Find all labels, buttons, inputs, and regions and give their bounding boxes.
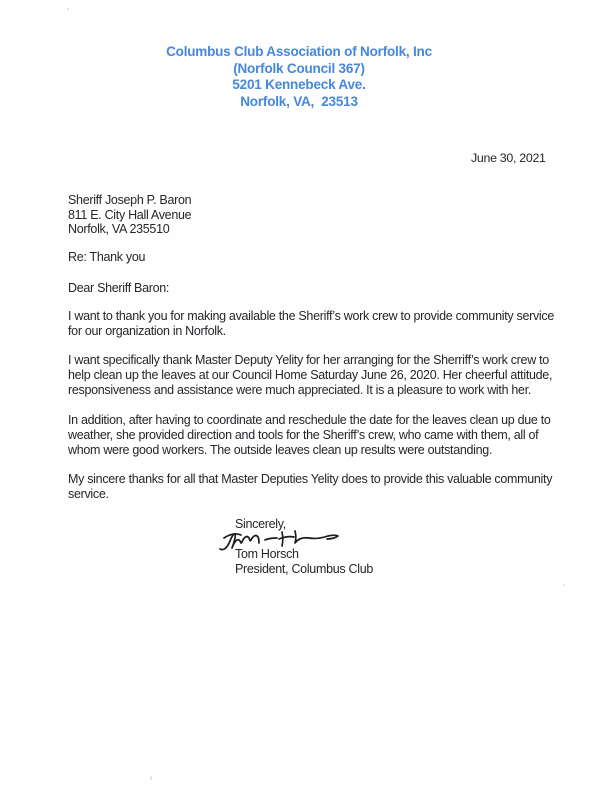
paragraph-line: In addition, after having to coordinate and reschedule the date for the leaves clean up due to xyxy=(68,413,551,427)
closing-block xyxy=(235,517,373,576)
paragraph-line: responsiveness and assistance were much appreciated. It is a pleasure to work with her. xyxy=(68,382,532,397)
paragraph-3 xyxy=(68,413,551,457)
signer-name: Tom Horsch xyxy=(235,547,299,562)
scan-speck xyxy=(67,8,69,10)
signer-title: President, Columbus Club xyxy=(235,561,374,576)
paragraph-line: My sincere thanks for all that Master Deputies Yelity does to provide this valuable community xyxy=(68,472,553,486)
letterhead-street: 5201 Kennebeck Ave. xyxy=(232,77,366,92)
recipient-address-block xyxy=(68,193,191,237)
letterhead xyxy=(0,44,598,110)
scan-speck xyxy=(150,776,152,780)
letterhead-org-name: Columbus Club Association of Norfolk, Inc xyxy=(166,44,432,59)
paragraph-line: weather, she provided direction and tools for the Sheriff’s crew, who came with them, all of xyxy=(68,427,539,442)
paragraph-line: I want to thank you for making available the Sheriff’s work crew to provide community service xyxy=(68,309,554,323)
paragraph-line: for our organization in Norfolk. xyxy=(68,323,226,338)
valediction: Sincerely, xyxy=(235,517,286,531)
scan-speck xyxy=(563,584,565,586)
letterhead-city-state-zip: Norfolk, VA, 23513 xyxy=(240,93,358,109)
paragraph-4 xyxy=(68,472,552,502)
paragraph-line: whom were good workers. The outside leaves clean up results were outstanding. xyxy=(68,442,493,457)
recipient-city-state-zip: Norfolk, VA 235510 xyxy=(68,222,170,237)
paragraph-line: service. xyxy=(68,486,109,501)
paragraph-line: help clean up the leaves at our Council Home Saturday June 26, 2020. Her cheerful attitude, xyxy=(68,367,553,382)
recipient-street: 811 E. City Hall Avenue xyxy=(68,207,192,222)
handwritten-signature-icon xyxy=(217,525,343,555)
salutation: Dear Sheriff Baron: xyxy=(68,281,170,295)
letterhead-council: (Norfolk Council 367) xyxy=(233,60,365,76)
letter-date: June 30, 2021 xyxy=(471,151,546,165)
paragraph-1 xyxy=(68,309,554,339)
subject-line: Re: Thank you xyxy=(68,250,146,264)
paragraph-2 xyxy=(68,353,552,397)
paragraph-line: I want specifically thank Master Deputy Yelity for her arranging for the Sherriff’s work crew to xyxy=(68,353,549,367)
recipient-name: Sheriff Joseph P. Baron xyxy=(68,193,192,207)
